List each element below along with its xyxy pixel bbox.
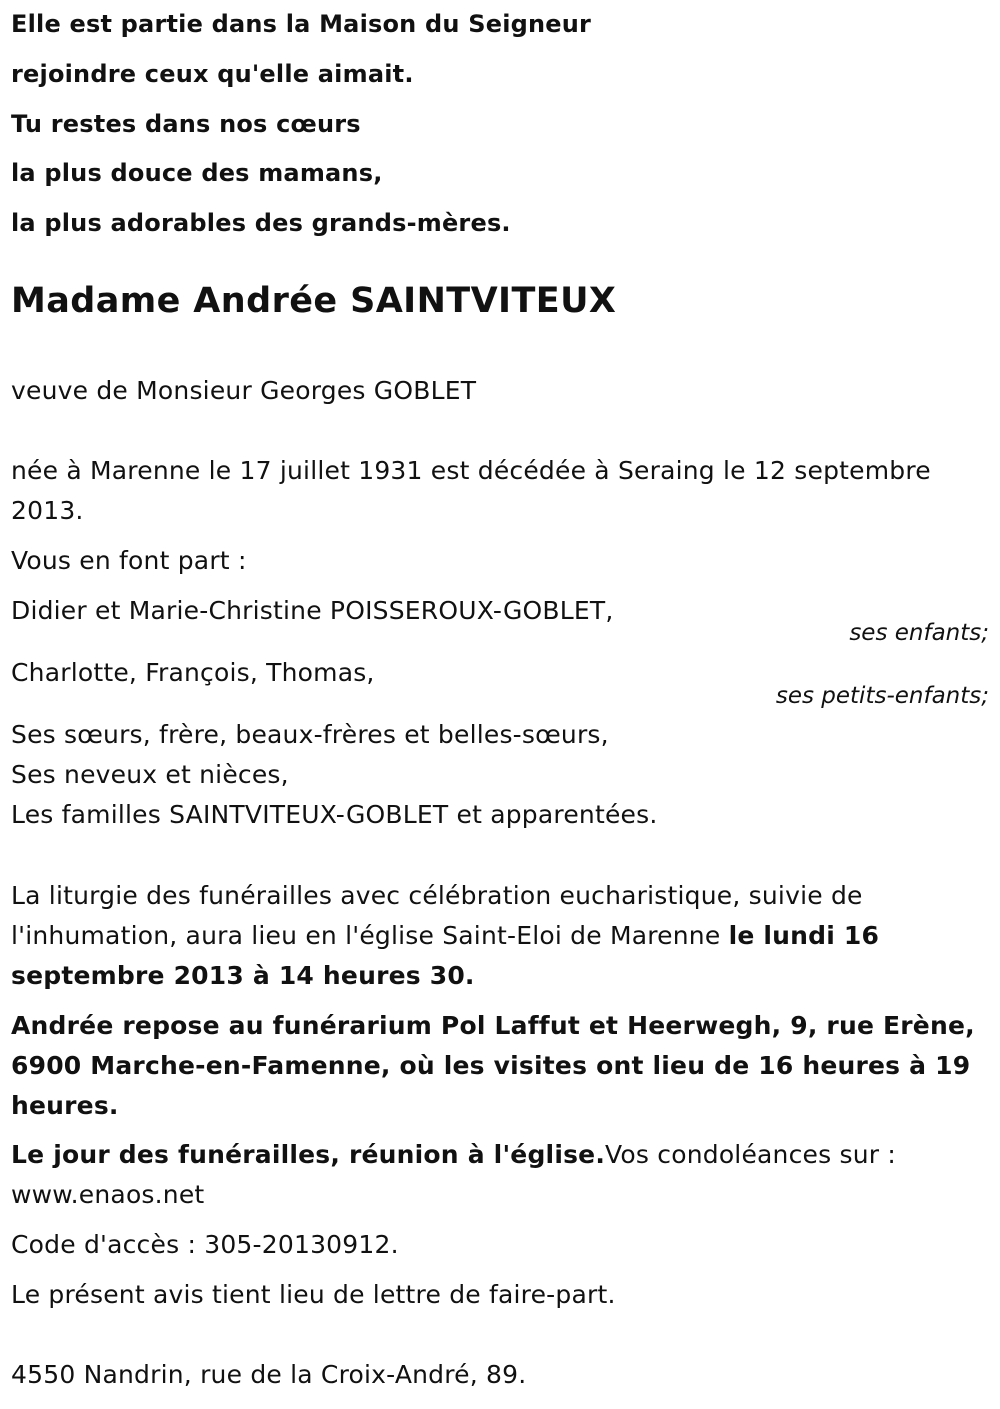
- meeting-info: Le jour des funérailles, réunion à l'église.: [11, 1140, 606, 1169]
- poem-line: la plus adorables des grands-mères.: [11, 209, 511, 237]
- birth-death-line: née à Marenne le 17 juillet 1931 est décédée à Seraing le 12 septembre: [11, 456, 931, 485]
- access-code: Code d'accès : 305-20130912.: [11, 1230, 399, 1259]
- rest-line: 6900 Marche-en-Famenne, où les visites ont lieu de 16 heures à 19: [11, 1051, 971, 1080]
- funeral-line: La liturgie des funérailles avec célébration eucharistique, suivie de: [11, 881, 863, 910]
- funeral-time: septembre 2013 à 14 heures 30.: [11, 961, 475, 990]
- grandchildren-role: ses petits-enfants;: [775, 683, 989, 709]
- family-address: 4550 Nandrin, rue de la Croix-André, 89.: [11, 1360, 527, 1389]
- poem-line: Elle est partie dans la Maison du Seigneur: [11, 10, 592, 38]
- grandchildren: Charlotte, François, Thomas,: [11, 658, 375, 687]
- funeral-line: [11, 921, 879, 950]
- rest-line: heures.: [11, 1091, 119, 1120]
- widow-of: veuve de Monsieur Georges GOBLET: [11, 376, 477, 405]
- notice-statement: Le présent avis tient lieu de lettre de faire-part.: [11, 1280, 616, 1309]
- poem-line: Tu restes dans nos cœurs: [11, 110, 361, 138]
- deceased-name: Madame Andrée SAINTVITEUX: [11, 281, 617, 321]
- condolences-website: www.enaos.net: [11, 1180, 205, 1209]
- birth-death-line: 2013.: [11, 496, 84, 525]
- children-role: ses enfants;: [849, 620, 989, 646]
- children: Didier et Marie-Christine POISSEROUX-GOBLET,: [11, 596, 614, 625]
- poem-line: rejoindre ceux qu'elle aimait.: [11, 60, 414, 88]
- funeral-place: l'inhumation, aura lieu en l'église Saint-Eloi de Marenne: [11, 921, 729, 950]
- meeting-line: [11, 1140, 896, 1169]
- funeral-date: le lundi 16: [728, 921, 880, 950]
- nephews: Ses neveux et nièces,: [11, 760, 289, 789]
- rest-line: Andrée repose au funérarium Pol Laffut et Heerwegh, 9, rue Erène,: [11, 1011, 975, 1040]
- announcers-intro: Vous en font part :: [11, 546, 247, 575]
- siblings: Ses sœurs, frère, beaux-frères et belles-sœurs,: [11, 720, 609, 749]
- condolences-label: Vos condoléances sur :: [605, 1140, 897, 1169]
- poem-line: la plus douce des mamans,: [11, 159, 383, 187]
- families: Les familles SAINTVITEUX-GOBLET et apparentées.: [11, 800, 658, 829]
